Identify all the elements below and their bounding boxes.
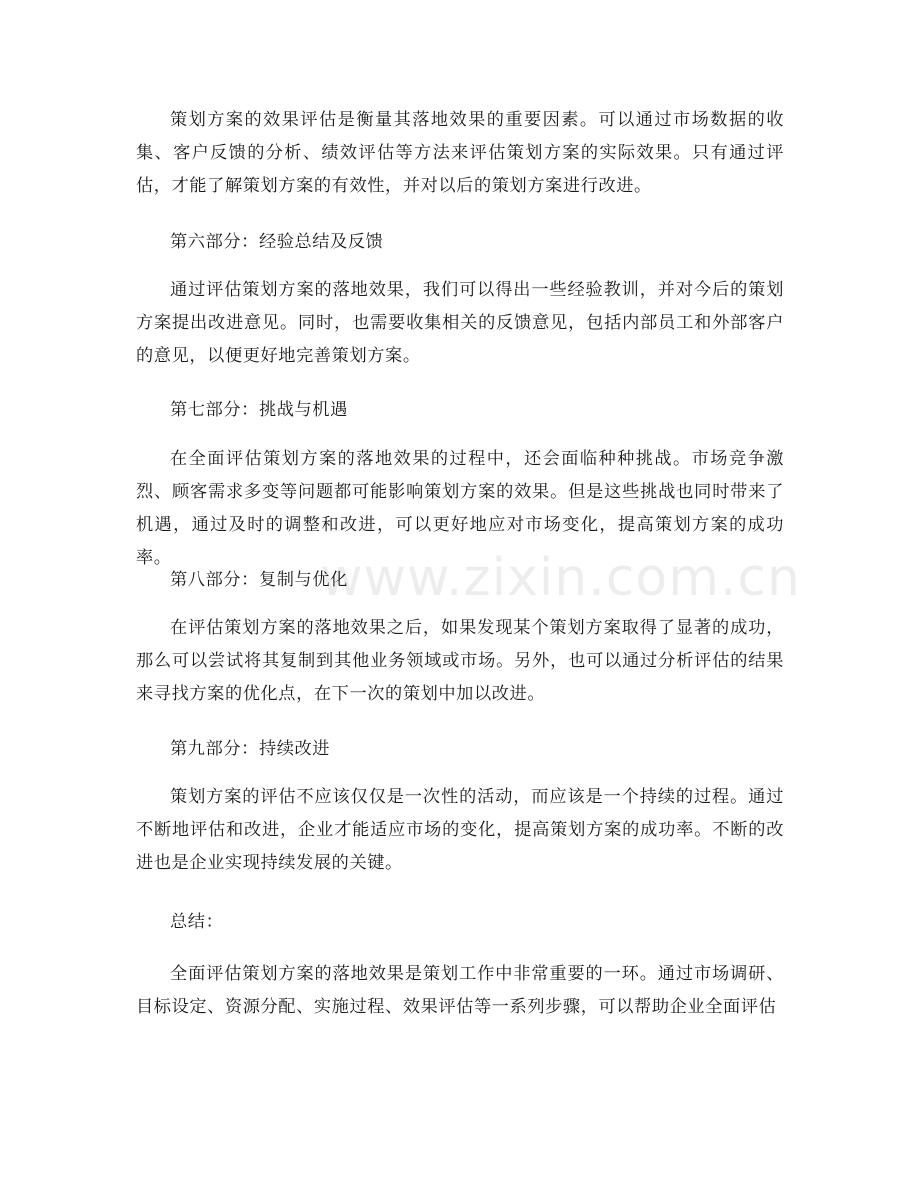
heading-summary: 总结：	[170, 912, 224, 932]
paragraph-challenges: 在全面评估策划方案的落地效果的过程中，还会面临种种挑战。市场竞争激烈、顾客需求多变等问题都可能影响策划方案的效果。但是这些挑战也同时带来了机遇，通过及时的调整和改进，可以更好地应对市场变化，提高策划方案的成功率。	[136, 449, 784, 568]
paragraph-summary: 全面评估策划方案的落地效果是策划工作中非常重要的一环。通过市场调研、目标设定、资源分配、实施过程、效果评估等一系列步骤，可以帮助企业全面评估	[136, 964, 784, 1017]
paragraph-experience-summary: 通过评估策划方案的落地效果，我们可以得出一些经验教训，并对今后的策划方案提出改进意见。同时，也需要收集相关的反馈意见，包括内部员工和外部客户的意见，以便更好地完善策划方案。	[136, 280, 784, 366]
watermark: www.zixin.com.cn	[320, 548, 801, 608]
heading-part-seven: 第七部分：挑战与机遇	[170, 400, 348, 420]
paragraph-effect-evaluation: 策划方案的效果评估是衡量其落地效果的重要因素。可以通过市场数据的收集、客户反馈的分析、绩效评估等方法来评估策划方案的实际效果。只有通过评估，才能了解策划方案的有效性，并对以后的策划方案进行改进。	[136, 110, 784, 196]
paragraph-replication: 在评估策划方案的落地效果之后，如果发现某个策划方案取得了显著的成功，那么可以尝试将其复制到其他业务领域或市场。另外，也可以通过分析评估的结果来寻找方案的优化点，在下一次的策划中加以改进。	[136, 618, 784, 704]
heading-part-eight: 第八部分：复制与优化	[170, 570, 348, 590]
paragraph-continuous-improvement: 策划方案的评估不应该仅仅是一次性的活动，而应该是一个持续的过程。通过不断地评估和改进，企业才能适应市场的变化，提高策划方案的成功率。不断的改进也是企业实现持续发展的关键。	[136, 787, 784, 873]
heading-part-nine: 第九部分：持续改进	[170, 739, 331, 759]
heading-part-six: 第六部分：经验总结及反馈	[170, 232, 384, 252]
